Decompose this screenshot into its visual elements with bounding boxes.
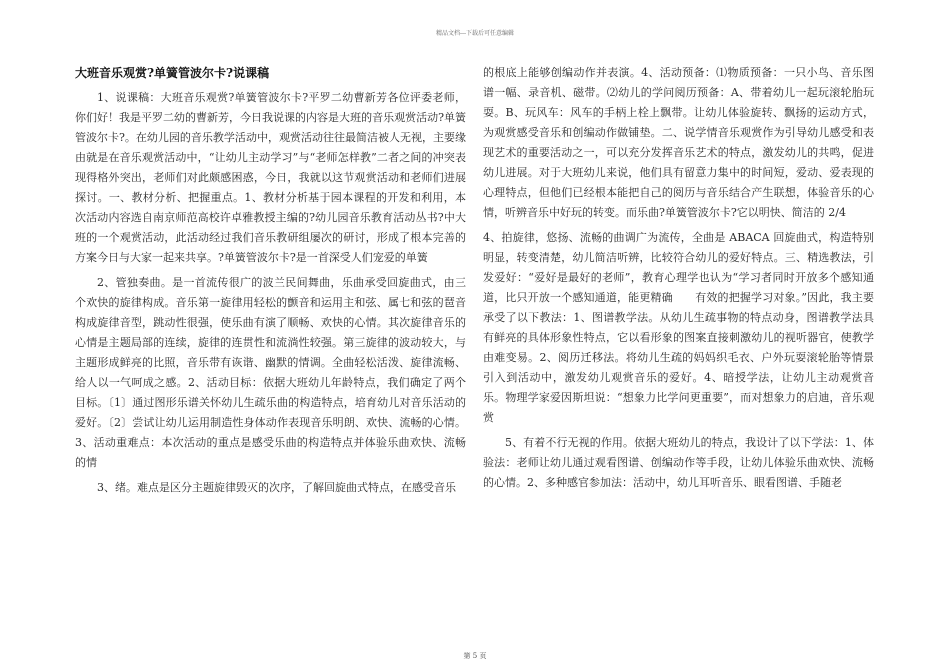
left-column: [75, 63, 466, 503]
paragraph: 4、拍旋律，悠扬、流畅的曲调广为流传，全曲是 ABACA 回旋曲式，构造特别明显，转变清楚，幼儿简洁听辨，比较符合幼儿的爱好特点。三、精选教法，引发爱好：“爱好是最好的老师”，教育心理学也认为“学习者同时开放多个感知通道，比只开放一个感知通道，能更精确 有效的把握学习对象。”因此，我主要承受了以下教法：1、图谱教学法。从幼儿生疏事物的特点动身，图谱教学法具有鲜亮的具体形象性特点，它以看形象的图案直接刺激幼儿的视听器官，使教学由难变易。2、阅历迁移法。将幼儿生疏的妈妈织毛衣、户外玩耍滚轮胎等情景引入到活动中，激发幼儿观赏音乐的爱好。4、暗授学法，让幼儿主动观赏音乐。物理学家爱因斯坦说：“想象力比学问更重要”，而对想象力的启迪，音乐观赏: [483, 231, 874, 424]
page-header: 精品文档---下载后可任意编辑: [435, 30, 515, 37]
paragraph: 3、绪。难点是区分主题旋律毁灭的次序，了解回旋曲式特点，在感受音乐: [97, 481, 456, 494]
document-title: 大班音乐观赏?单簧管波尔卡?说课稿: [75, 66, 270, 80]
right-column: [483, 63, 874, 498]
paragraph: 2、管独奏曲。是一首流传很广的波兰民间舞曲，乐曲承受回旋曲式，由三个欢快的旋律构成。音乐第一旋律用轻松的颤音和运用主和弦、属七和弦的琶音构成旋律音型，跳动性很强，使乐曲有演了顺畅、欢快的心情。其次旋律音乐的心情是主题局部的连续，旋律的连贯性和流淌性较强。第三旋律的波动较大，与主题形成鲜亮的比照，音乐带有诙谐、幽默的情调。全曲轻松活泼、旋律流畅、给人以一气呵成之感。2、活动目标：依据大班幼儿年龄特点，我们确定了两个目标。〔1〕通过图形乐谱关怀幼儿生疏乐曲的构造特点，培育幼儿对音乐活动的爱好。〔2〕尝试让幼儿运用制造性身体动作表现音乐明朗、欢快、流畅的心情。3、活动重难点：本次活动的重点是感受乐曲的构造特点并体验乐曲欢快、流畅的情: [75, 276, 466, 469]
page-number: 第 5 页: [463, 652, 487, 660]
paragraph: 5、有着不行无视的作用。依据大班幼儿的特点，我设计了以下学法：1、体验法：老师让幼儿通过观看图谱、创编动作等手段，让幼儿体验乐曲欢快、流畅的心情。2、多种感官参加法：活动中，幼儿耳听音乐、眼看图谱、手随老: [483, 436, 874, 489]
paragraph: 的根底上能够创编动作并表演。4、活动预备：⑴物质预备：一只小鸟、音乐图谱一幅、录音机、磁带。⑵幼儿的学问阅历预备：A、带着幼儿一起玩滚轮胎玩耍。B、玩风车：风车的手柄上栓上飘带。让幼儿体验旋转、飘扬的运动方式，为观赏感受音乐和创编动作做铺垫。二、说学情音乐观赏作为引导幼儿感受和表现艺术的重要活动之一，可以充分发挥音乐艺术的特点，激发幼儿的共鸣，促进幼儿进展。对于大班幼儿来说，他们具有留意力集中的时间短，爱动、爱表现的心理特点，但他们已经根本能把自己的阅历与音乐结合产生联想，体验音乐的心情，听辨音乐中好玩的转变。而乐曲?单簧管波尔卡?它以明快、简洁的 2/4: [483, 66, 874, 219]
paragraph: 1、说课稿：大班音乐观赏?单簧管波尔卡?平罗二幼曹新芳各位评委老师，你们好！我是平罗二幼的曹新芳，今日我说课的内容是大班的音乐观赏活动?单簧管波尔卡?。在幼儿园的音乐教学活动中，观赏活动往往最简洁被人无视，主要缘由就是在音乐观赏活动中，“让幼儿主动学习”与“老师怎样教”二者之间的冲突表现得格外突出，老师们对此颇感困惑，今日，我就以这节观赏活动和老师们进展探讨。一、教材分析、把握重点。1、教材分析基于园本课程的开发和利用，本次活动内容选自南京师范高校许卓雅教授主编的?幼儿园音乐教育活动丛书?中大班的一个观赏活动，此活动经过我们音乐教研组屡次的研讨，形成了根本完善的方案今日与大家一起来共享。?单簧管波尔卡?是一首深受人们宠爱的单簧: [75, 91, 466, 264]
